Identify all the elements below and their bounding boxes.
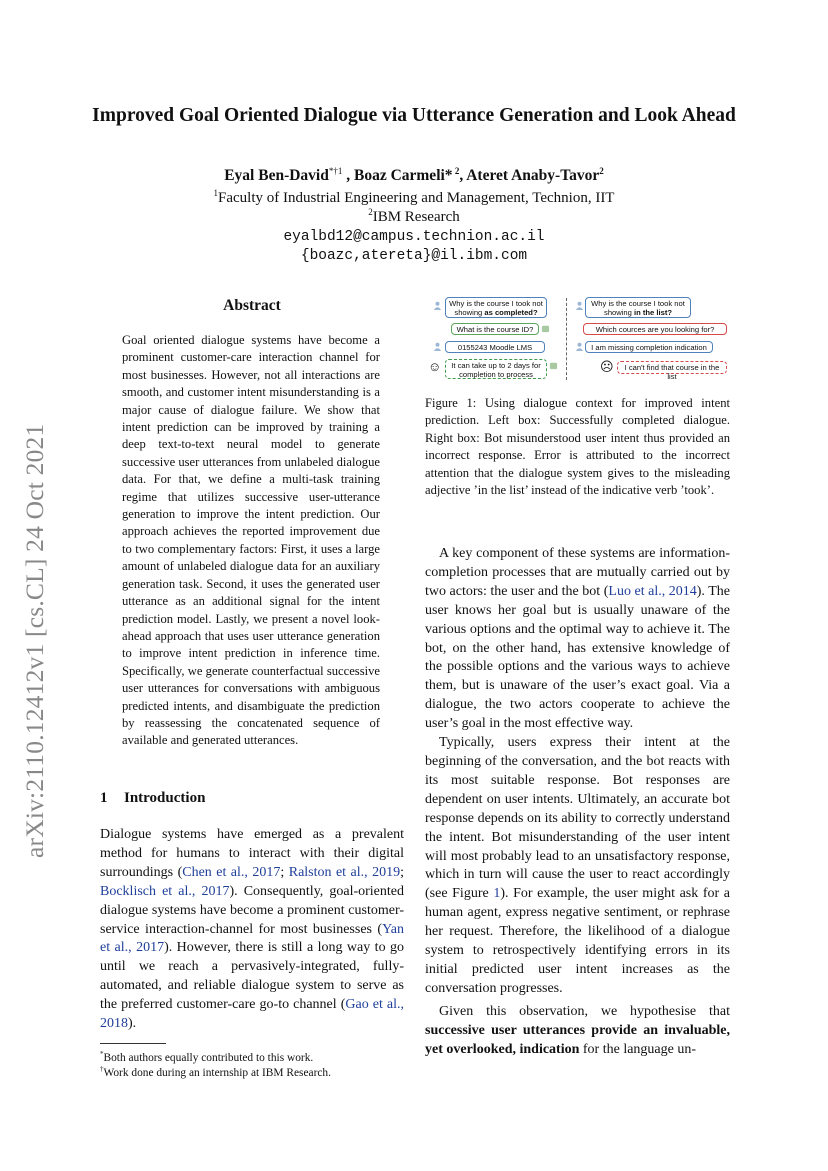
bot-utterance — [445, 359, 547, 379]
affiliation-text: Faculty of Industrial Engineering and Management, Technion, IIT — [218, 190, 615, 206]
abstract-heading: Abstract — [223, 297, 281, 314]
section-heading — [100, 790, 205, 807]
citation-link[interactable]: Gao et al., 2018 — [100, 997, 404, 1032]
smiley-face-icon: ☺ — [428, 359, 442, 374]
paragraph — [425, 734, 730, 999]
emphasis-text: successive user utterances provide an invaluable, yet overlooked, indication — [425, 1022, 730, 1057]
author-mark: *†1 — [328, 166, 343, 176]
section-number: 1 — [100, 790, 108, 806]
citation-link[interactable]: Chen et al., 2017 — [182, 864, 281, 880]
text-run: Typically, users express their intent at the beginning of the conversation, and the bot reacts with its most suitable response. Bot responses are dependent on user intents. Ultimately, an accurate bot response depends on its ability to correctly understand the intent. Bot misunderstanding of the user intent will most probably lead to an unsatisfactory response, which in turn will cause the user to react accordingly (see Figure — [425, 735, 730, 902]
text-run: ; — [280, 864, 289, 880]
citation-link[interactable]: Ralston et al., 2019 — [288, 864, 401, 880]
user-utterance — [445, 341, 545, 353]
author-list — [90, 166, 738, 185]
text-run: ). However, there is still a long way to go until we reach a pervasively-integrated, fully-automated, and reliable dialogue system to serve as the preferred customer-care go-to channel ( — [100, 940, 404, 1013]
bot-utterance-error — [617, 361, 727, 381]
paragraph — [425, 1003, 730, 1060]
user-utterance — [585, 341, 713, 353]
figure-dialogue-examples — [425, 296, 735, 382]
footnote-text: Work done during an internship at IBM Research. — [103, 1066, 331, 1079]
figure-reference-link[interactable]: 1 — [493, 886, 501, 902]
figure-caption: Figure 1: Using dialogue context for improved intent prediction. Left box: Successfully completed dialogue. Right box: Bot misunderstood user intent thus provided an incorrect response. Error is attributed to the incorrect attention that the dialogue system gives to the misleading adjective ’in the list’ instead of the indicative verb ’took’. — [425, 396, 730, 498]
footnote — [100, 1062, 404, 1081]
section-title: Introduction — [124, 790, 206, 806]
utterance-text: Why is the course I took not showing — [449, 299, 543, 317]
footnote-divider — [100, 1043, 166, 1044]
affiliation — [90, 207, 738, 226]
author-name: Ateret Anaby-Tavor — [466, 167, 600, 185]
author-mark: 2 — [599, 166, 604, 176]
footnote-mark: † — [100, 1065, 104, 1073]
bot-icon — [549, 361, 558, 370]
user-icon — [575, 301, 584, 310]
utterance-text: Which cources are you looking for? — [595, 325, 715, 334]
arxiv-stamp: arXiv:2110.12412v1 [cs.CL] 24 Oct 2021 — [20, 423, 49, 858]
utterance-text: Why is the course I took not showing — [591, 299, 685, 317]
utterance-emphasis: in the list? — [634, 308, 672, 317]
citation-link[interactable]: Bocklisch et al., 2017 — [100, 883, 230, 899]
user-utterance — [585, 297, 691, 318]
text-run: ). Consequently, goal-oriented dialogue systems have become a prominent customer-service interaction-channel for most businesses ( — [100, 883, 404, 937]
utterance-emphasis: as completed? — [484, 308, 538, 317]
author-name: Boaz Carmeli* — [353, 167, 453, 185]
citation-link[interactable]: Luo et al., 2014 — [608, 583, 697, 599]
user-icon — [575, 342, 584, 351]
panel-divider — [566, 298, 567, 380]
intro-paragraph — [100, 826, 404, 1034]
user-icon — [433, 301, 442, 310]
bot-icon — [541, 324, 550, 333]
footnote-text: Both authors equally contributed to this work. — [103, 1051, 314, 1064]
abstract-text: Goal oriented dialogue systems have become a prominent customer-care interaction channel for most businesses. However, not all interactions are smooth, and customer intent misunderstanding is a major cause of dialogue failure. We show that intent prediction can be improved by training a deep text-to-text neural model to generate successive user utterances from unlabeled dialogue data. For that, we define a multi-task training regime that utilizes successive user-utterance generation to improve the intent prediction. Our approach achieves the reported improvement due to two complementary factors: First, it uses a large amount of unlabeled dialogue data for an auxiliary generation task. Second, it uses the generated user utterance as an additional signal for the intent prediction model. Lastly, we present a novel look-ahead approach that uses user utterance generation to improve intent prediction in inference time. Specifically, we generate counterfactual successive user utterances for conversations with ambiguous predicted intents, and disambiguate the prediction by reassessing the concatenated sequence of available and generated utterances. — [122, 333, 380, 748]
body-paragraph — [425, 545, 730, 1059]
utterance-text: 0155243 Moodle LMS — [457, 343, 533, 352]
text-run: A key component of these systems are information-completion processes that are mutually carried out by two actors: the user and the bot ( — [425, 546, 730, 599]
text-run: for the language un- — [579, 1041, 697, 1057]
text-run: Dialogue systems have emerged as a prevalent method for humans to interact with their digital surroundings ( — [100, 827, 404, 880]
text-run: Given this observation, we hypothesise that — [439, 1003, 730, 1019]
paper-title: Improved Goal Oriented Dialogue via Utterance Generation and Look Ahead — [92, 105, 736, 126]
affiliation-mark: 1 — [213, 188, 218, 198]
author-separator: , — [342, 167, 354, 185]
text-run: ). For example, the user might ask for a human agent, express negative sentiment, or rephrase her request. Therefore, the likelihood of a dialogue system to retrospectively identifying errors in its initial predicted user intent increases as the conversation progresses. — [425, 886, 731, 996]
utterance-text: I can't find that course in the list — [624, 363, 720, 381]
email[interactable]: {boazc,atereta}@il.ibm.com — [300, 248, 528, 264]
bot-utterance-error — [583, 323, 727, 335]
user-icon — [433, 342, 442, 351]
sad-face-icon: ☹ — [600, 359, 614, 374]
affiliation-mark: 2 — [368, 207, 373, 217]
author-separator: , — [459, 167, 467, 185]
bot-utterance — [451, 323, 539, 335]
email[interactable]: eyalbd12@campus.technion.ac.il — [283, 229, 545, 245]
utterance-text: What is the course ID? — [456, 325, 534, 334]
utterance-text: I am missing completion indication — [591, 343, 707, 352]
footnote-mark: * — [100, 1050, 104, 1058]
text-run: ). — [128, 1016, 137, 1032]
utterance-text: It can take up to 2 days for completion to process — [451, 361, 541, 379]
author-name: Eyal Ben-David — [224, 167, 329, 185]
citation-link[interactable]: Yan et al., 2017 — [100, 921, 404, 956]
affiliation — [90, 188, 738, 207]
author-mark: 2 — [452, 166, 460, 176]
affiliation-text: IBM Research — [372, 209, 460, 225]
text-run: ). The user knows her goal but is usually unaware of the various options and the optimal way to achieve it. The bot, on the other hand, has extensive knowledge of the possible options and the various ways to achieve them, but is unaware of the user’s exact goal. Via a dialogue, the two actors cooperate to achieve the user’s goal in the most effective way. — [425, 583, 730, 732]
text-run: ; — [400, 864, 404, 880]
user-utterance — [445, 297, 547, 318]
paragraph — [425, 545, 730, 734]
